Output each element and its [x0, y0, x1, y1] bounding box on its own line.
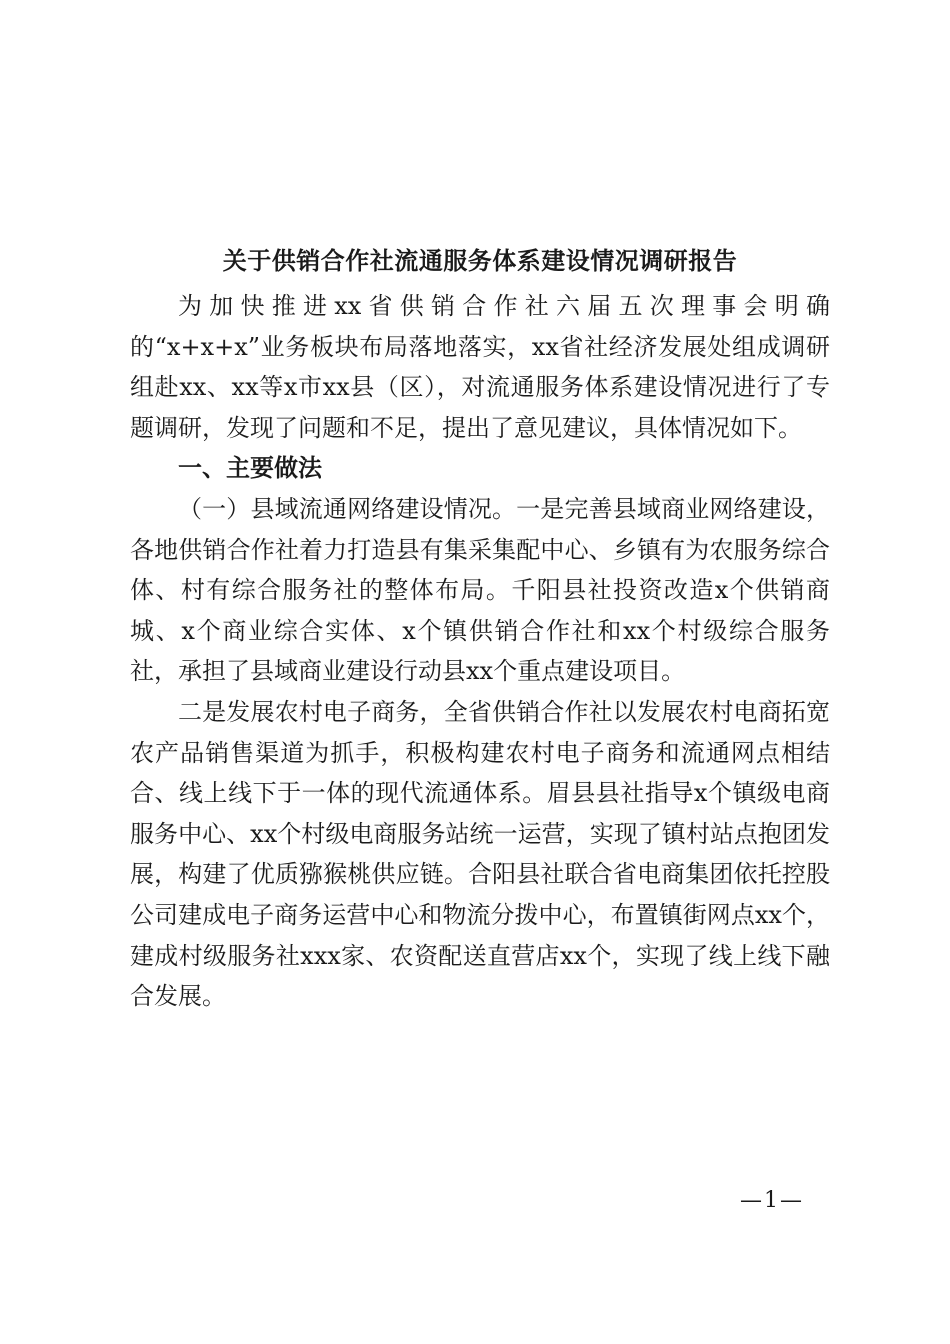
- body-paragraph-1: （一）县域流通网络建设情况。一是完善县域商业网络建设，各地供销合作社着力打造县有集采集配中心、乡镇有为农服务综合体、村有综合服务社的整体布局。千阳县社投资改造x个供销商城、x个商业综合实体、x个镇供销合作社和xx个村级综合服务社，承担了县域商业建设行动县xx个重点建设项目。: [130, 494, 830, 686]
- page-number: —1—: [740, 1188, 804, 1213]
- body-paragraph-2: 二是发展农村电子商务，全省供销合作社以发展农村电商拓宽农产品销售渠道为抓手，积极构建农村电子商务和流通网点相结合、线上线下于一体的现代流通体系。眉县县社指导x个镇级电商服务中心、xx个村级电商服务站统一运营，实现了镇村站点抱团发展，构建了优质猕猴桃供应链。合阳县社联合省电商集团依托控股公司建成电子商务运营中心和物流分拨中心，布置镇街网点xx个，建成村级服务社xxx家、农资配送直营店xx个，实现了线上线下融合发展。: [130, 697, 830, 1011]
- intro-paragraph: 为加快推进xx省供销合作社六届五次理事会明确的“x+x+x”业务板块布局落地落实，xx省社经济发展处组成调研组赴xx、xx等x市xx县（区），对流通服务体系建设情况进行了专题调研，发现了问题和不足，提出了意见建议，具体情况如下。: [130, 292, 830, 442]
- document-body: [130, 286, 830, 1017]
- document-title: 关于供销合作社流通服务体系建设情况调研报告: [222, 247, 738, 275]
- section-heading: 一、主要做法: [178, 454, 322, 483]
